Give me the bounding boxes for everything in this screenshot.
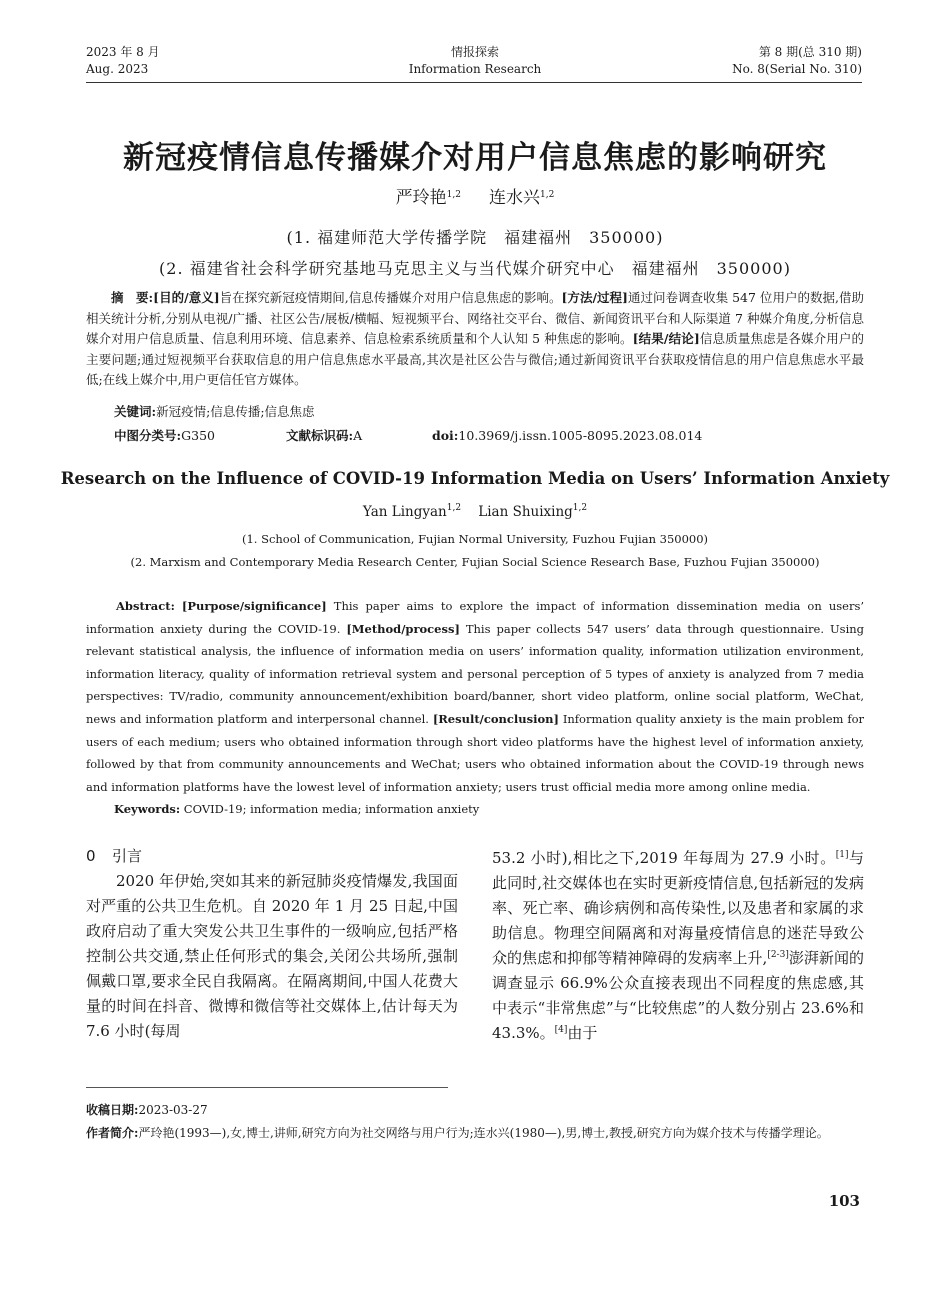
body-paragraph: 2020 年伊始,突如其来的新冠肺炎疫情爆发,我国面对严重的公共卫生危机。自 2020 年 1 月 25 日起,中国政府启动了重大突发公共卫生事件的一级响应,包括严格控制公共交通,禁止任何形式的集会,关闭公共场所,强制佩戴口罩,要求全民自我隔离。在隔离期间,中国人花费大量的时间在抖音、微博和微信等社交媒体上,估计每天为 7.6 小时(每周 (86, 872, 458, 1040)
abstract-cn-label: 摘 要: (111, 290, 154, 305)
keywords-cn-label: 关键词: (114, 404, 157, 419)
keywords-en (114, 800, 479, 818)
header-date (86, 44, 160, 78)
abstract-en-tag-result: [Result/conclusion] (432, 711, 559, 726)
keywords-en-value: COVID-19; information media; information anxiety (183, 802, 480, 816)
paper-title-cn: 新冠疫情信息传播媒介对用户信息焦虑的影响研究 (123, 140, 827, 176)
citation-ref[interactable]: [2-3] (767, 950, 789, 960)
keywords-cn-value: 新冠疫情;信息传播;信息焦虑 (156, 404, 315, 419)
body-text: 53.2 小时),相比之下,2019 年每周为 27.9 小时。 (492, 849, 836, 867)
affiliation-cn-2: (2. 福建省社会科学研究基地马克思主义与当代媒介研究中心 福建福州 350000) (159, 259, 791, 278)
footnote-received (86, 1101, 864, 1120)
header-date-cn: 2023 年 8 月 (86, 45, 160, 59)
author-affiliation-mark: 1,2 (446, 503, 462, 513)
abstract-en-purpose: This paper aims to explore the impact of information dissemination media on users’ information anxiety during the COVID-19. (86, 599, 865, 636)
header-journal-en: Information Research (408, 62, 542, 76)
citation-ref[interactable]: [4] (554, 1025, 568, 1035)
author-affiliation-mark: 1,2 (572, 503, 588, 513)
body-text: 澎湃新闻的调查显示 66.9%公众直接表现出不同程度的焦虑感,其中表示“非常焦虑”与“比较焦虑”的人数分别占 23.6%和 43.3%。 (492, 949, 864, 1042)
affiliation-cn-1: (1. 福建师范大学传播学院 福建福州 350000) (286, 228, 664, 247)
received-date: 2023-03-27 (138, 1103, 208, 1117)
header-issue-en: No. 8(Serial No. 310) (732, 62, 862, 76)
header-date-en: Aug. 2023 (86, 62, 149, 76)
keywords-cn (114, 403, 315, 421)
author-list-cn (100, 186, 850, 210)
abstract-cn-method: 通过问卷调查收集 547 位用户的数据,借助相关统计分析,分别从电视/广播、社区公告/展板/横幅、短视频平台、网络社交平台、微信、新闻资讯平台和人际渠道 7 种媒介角度,分析信息媒介对用户信息质量、信息利用环境、信息素养、信息检索系统质量和个人认知 5 种焦虑的影响。 (86, 290, 865, 346)
affiliation-en-2: (2. Marxism and Contemporary Media Research Center, Fujian Social Science Research Base, Fuzhou Fujian 350000) (130, 555, 820, 569)
doi-value: 10.3969/j.issn.1005-8095.2023.08.014 (458, 428, 703, 443)
author-name-cn: 严玲艳 (395, 188, 447, 208)
doc-code-value: A (353, 428, 363, 443)
keywords-en-label: Keywords: (114, 802, 181, 816)
abstract-en-tag-method: [Method/process] (346, 621, 460, 636)
abstract-cn (86, 288, 864, 391)
abstract-en-label: Abstract: (116, 599, 175, 613)
header-issue (732, 44, 862, 78)
section-number: 0 (86, 847, 96, 865)
body-text: 由于 (567, 1024, 598, 1042)
page-number: 103 (828, 1192, 860, 1210)
section-title: 引言 (112, 847, 143, 865)
abstract-cn-tag-purpose: [目的/意义] (153, 290, 220, 305)
abstract-en-method: This paper collects 547 users’ data through questionnaire. Using relevant statistical analysis, the influence of information media on users’ information quality, information utilization environment, information literacy, quality of information retrieval system and personal perception of 5 types of anxiety is analyzed from 7 media perspectives: TV/radio, community announcement/exhibition board/banner, short video platform, online social platform, WeChat, news and information platform and interpersonal channel. (86, 621, 865, 726)
received-label: 收稿日期: (86, 1103, 139, 1117)
section-heading (86, 846, 458, 866)
body-column-right (492, 846, 864, 1046)
doc-code-field (286, 427, 428, 445)
clc-value: G350 (181, 428, 215, 443)
body-text: 与此同时,社交媒体也在实时更新疫情信息,包括新冠的发病率、死亡率、确诊病例和高传染性,以及患者和家属的求助信息。物理空间隔离和对海量疫情信息的迷茫导致公众的焦虑和抑郁等精神障碍的发病率上升, (492, 849, 864, 967)
abstract-cn-tag-result: [结果/结论] (632, 331, 700, 346)
classification-line (114, 427, 874, 445)
author-name-cn: 连水兴 (489, 188, 540, 208)
abstract-cn-tag-method: [方法/过程] (561, 290, 628, 305)
author-affiliation-mark: 1,2 (446, 190, 461, 200)
author-name-en: Yan Lingyan (362, 504, 447, 520)
author-affiliation-mark: 1,2 (540, 190, 555, 200)
body-column-left (86, 846, 458, 1044)
header-divider (86, 82, 862, 83)
header-journal (300, 44, 650, 78)
header-journal-cn: 情报探索 (450, 45, 499, 59)
doi-label: doi: (431, 428, 459, 443)
footnote-author-bio (86, 1124, 864, 1143)
paper-title-en: Research on the Influence of COVID-19 Information Media on Users’ Information Anxiety (60, 469, 890, 488)
author-name-en: Lian Shuixing (478, 504, 573, 520)
abstract-en-result: Information quality anxiety is the main problem for users of each medium; users who obtained information through short video platforms have the highest level of information anxiety, followed by that from community announcements and WeChat; users who obtained information about the COVID-19 through news and information platforms have the lowest level of information anxiety; users trust official media more among online media. (86, 711, 865, 794)
clc-label: 中图分类号: (114, 428, 182, 443)
doi-field (432, 427, 702, 445)
clc-field (114, 427, 282, 445)
abstract-cn-result: 信息质量焦虑是各媒介用户的主要问题;通过短视频平台获取信息的用户信息焦虑水平最高,其次是社区公告与微信;通过新闻资讯平台获取疫情信息的用户信息焦虑水平最低;在线上媒介中,用户更信任官方媒体。 (86, 331, 864, 387)
doc-code-label: 文献标识码: (285, 428, 354, 443)
header-issue-cn: 第 8 期(总 310 期) (758, 45, 862, 59)
abstract-en (86, 595, 864, 798)
abstract-cn-purpose: 旨在探究新冠疫情期间,信息传播媒介对用户信息焦虑的影响。 (219, 290, 562, 305)
author-bio-label: 作者简介: (86, 1126, 139, 1140)
abstract-en-tag-purpose: [Purpose/significance] (181, 599, 327, 613)
author-bio-text: 严玲艳(1993—),女,博士,讲师,研究方向为社交网络与用户行为;连水兴(1980—),男,博士,教授,研究方向为媒介技术与传播学理论。 (138, 1126, 829, 1140)
citation-ref[interactable]: [1] (835, 850, 849, 860)
affiliation-en-1: (1. School of Communication, Fujian Normal University, Fuzhou Fujian 350000) (241, 532, 709, 546)
footnote-divider (86, 1087, 448, 1088)
author-list-en (100, 502, 850, 522)
